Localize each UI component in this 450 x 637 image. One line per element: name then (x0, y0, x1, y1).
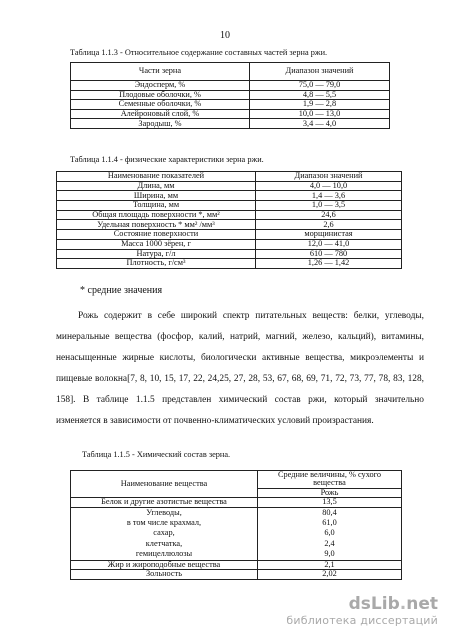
table-header-cell: Диапазон значений (250, 63, 390, 81)
table-row (71, 81, 390, 91)
table-header-cell: Наименование вещества (71, 471, 258, 498)
grain-parts-table (70, 62, 390, 129)
table-cell: Масса 1000 зёрен, г (57, 239, 256, 249)
table-cell: Жир и жироподобные вещества (71, 560, 258, 570)
table-cell: 12,0 — 41,0 (256, 239, 402, 249)
table-header-cell: Части зерна (71, 63, 250, 81)
table-caption: Таблица 1.1.4 - физические характеристики зерна ржи. (70, 155, 264, 164)
table-row (71, 109, 390, 119)
table-row (57, 230, 402, 240)
table-caption: Таблица 1.1.5 - Химический состав зерна. (82, 450, 231, 459)
table-cell: Зародыш, % (71, 119, 250, 129)
table-header-cell: Наименование показателей (57, 172, 256, 182)
table-cell: 1,26 — 1,42 (256, 259, 402, 269)
table-row (71, 498, 402, 508)
watermark-logo (286, 594, 438, 614)
table-row (71, 100, 390, 110)
table-header-cell: Средние величины, % сухого вещества (258, 471, 402, 489)
table-cell: 3,4 — 4,0 (250, 119, 390, 129)
table-row (57, 259, 402, 269)
table-row (71, 570, 402, 580)
table-cell: Плотность, г/см³ (57, 259, 256, 269)
table-cell: Семенные оболочки, % (71, 100, 250, 110)
table-cell: 1,4 — 3,6 (256, 191, 402, 201)
table-row (57, 210, 402, 220)
table-row (71, 507, 402, 560)
table-cell: Алейроновый слой, % (71, 109, 250, 119)
table-cell: 80,4 61,0 6,0 2,4 9,0 (258, 507, 402, 560)
table-cell: Углеводы, в том числе крахмал, сахар, клетчатка, гемицеллюлозы (71, 507, 258, 560)
table-cell: 2,6 (256, 220, 402, 230)
table-cell: Состояние поверхности (57, 230, 256, 240)
table-cell: 10,0 — 13,0 (250, 109, 390, 119)
table-cell: Натура, г/л (57, 249, 256, 259)
table-cell: Ширина, мм (57, 191, 256, 201)
table-header-row (57, 172, 402, 182)
watermark-logo-tld: net (406, 594, 438, 614)
table-row (57, 181, 402, 191)
table-cell: 75,0 — 79,0 (250, 81, 390, 91)
table-footnote: * средние значения (80, 285, 163, 296)
physical-properties-table (56, 171, 402, 269)
table-cell: 1,9 — 2,8 (250, 100, 390, 110)
table-cell: 2,02 (258, 570, 402, 580)
table-row (57, 201, 402, 211)
paragraph-text: Рожь содержит в себе широкий спектр питательных веществ: белки, углеводы, минеральные вещества (фосфор, калий, натрий, магний, железо, кальций), витамины, ненасыщенные жирные кислоты, биологически активные вещества, микроэлементы и пищевые волокна[7, 8, 10, 15, 17, 22, 24,25, 27, 28, 53, 67, 68, 69, 71, 72, 73, 77, 78, 83, 128, 158]. В таблице 1.1.5 представлен химический состав ржи, который значительно изменяется в зависимости от почвенно-климатических условий произрастания. (56, 311, 424, 426)
table-header-cell: Диапазон значений (256, 172, 402, 182)
table-row (71, 119, 390, 129)
table-cell: Удельная поверхность * мм² /мм³ (57, 220, 256, 230)
table-cell: Эндосперм, % (71, 81, 250, 91)
table-header-cell: Рожь (258, 488, 402, 498)
table-row (57, 220, 402, 230)
table-header-row (71, 63, 390, 81)
table-row (57, 249, 402, 259)
table-row (71, 90, 390, 100)
watermark-logo-main: dsLib (348, 594, 400, 614)
table-cell: 13,5 (258, 498, 402, 508)
table-cell: Зольность (71, 570, 258, 580)
watermark-subtitle: библиотека диссертаций (286, 614, 438, 627)
table-cell: Общая площадь поверхности *, мм² (57, 210, 256, 220)
table-row (57, 239, 402, 249)
table-header-row (71, 471, 402, 489)
watermark (286, 594, 438, 627)
table-cell: Белок и другие азотистые вещества (71, 498, 258, 508)
table-cell: 610 — 780 (256, 249, 402, 259)
table-cell: 4,8 — 5,5 (250, 90, 390, 100)
table-cell: Толщина, мм (57, 201, 256, 211)
watermark-logo-dot: . (399, 594, 407, 614)
table-caption: Таблица 1.1.3 - Относительное содержание составных частей зерна ржи. (70, 48, 328, 57)
table-row (57, 191, 402, 201)
page-number: 10 (220, 30, 230, 41)
table-cell: 24,6 (256, 210, 402, 220)
table-cell: 2,1 (258, 560, 402, 570)
table-row (71, 560, 402, 570)
table-cell: 4,0 — 10,0 (256, 181, 402, 191)
table-cell: Длина, мм (57, 181, 256, 191)
table-cell: морщинистая (256, 230, 402, 240)
table-cell: 1,0 — 3,5 (256, 201, 402, 211)
chemical-composition-table (70, 470, 402, 580)
body-paragraph (56, 306, 424, 432)
table-cell: Плодовые оболочки, % (71, 90, 250, 100)
